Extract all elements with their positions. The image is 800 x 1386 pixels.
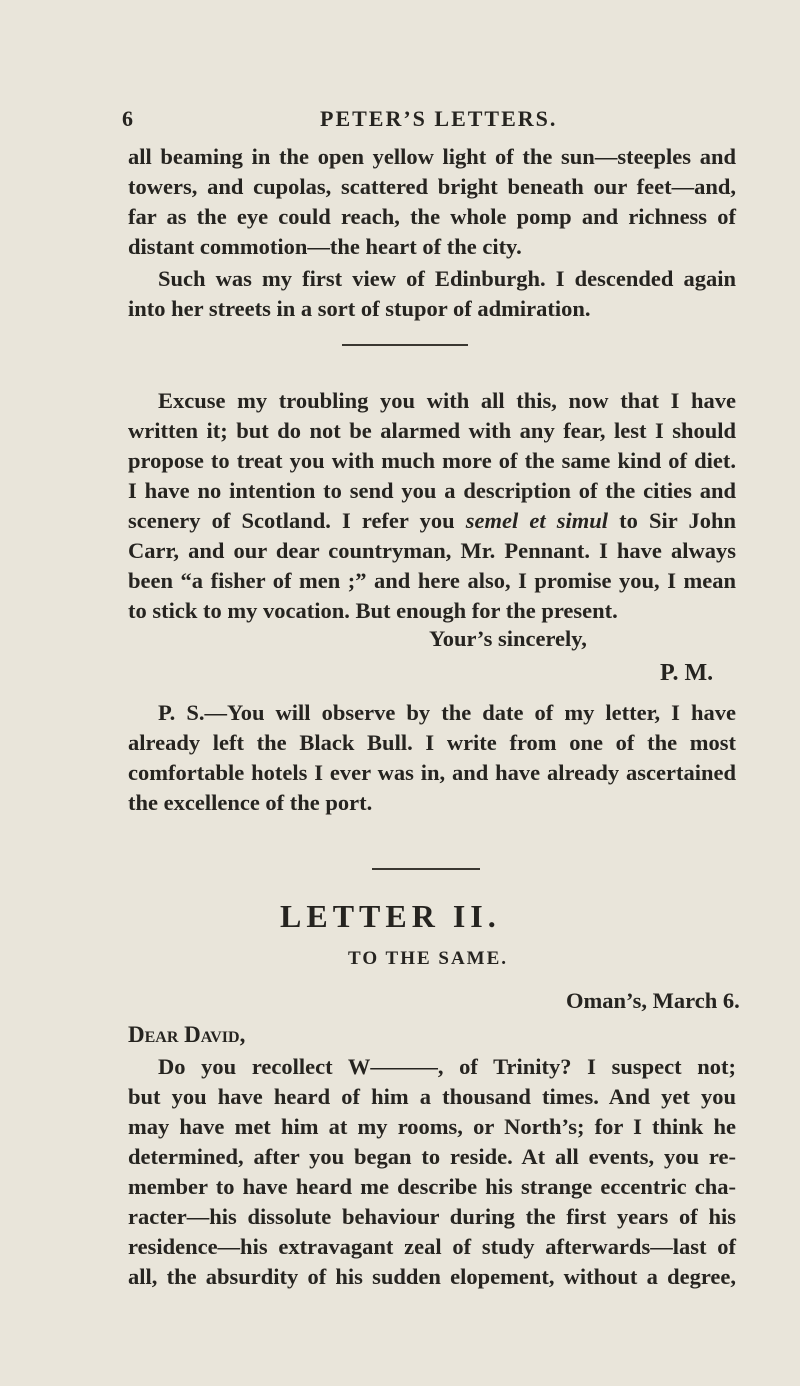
salutation: Dear David,	[128, 1022, 246, 1047]
text-line: I have no intention to send you a description of the cities and	[128, 478, 736, 503]
text-line: P. S.—You will observe by the date of my letter, I have	[158, 700, 736, 725]
text-line: propose to treat you with much more of the same kind of diet.	[128, 448, 736, 473]
text-line: but you have heard of him a thousand times. And yet you	[128, 1084, 736, 1109]
text-line: written it; but do not be alarmed with any fear, lest I should	[128, 418, 736, 443]
text-line: been “a fisher of men ;” and here also, I promise you, I mean	[128, 568, 736, 593]
text-line: comfortable hotels I ever was in, and have already ascertained	[128, 760, 736, 785]
text-line: residence—his extravagant zeal of study afterwards—last of	[128, 1234, 736, 1259]
text-line: Do you recollect W———, of Trinity? I suspect not;	[158, 1054, 736, 1079]
signature: P. M.	[660, 660, 714, 686]
letter-subheading: TO THE SAME.	[348, 948, 509, 969]
text-line: towers, and cupolas, scattered bright beneath our feet—and,	[128, 174, 736, 199]
text-line: to stick to my vocation. But enough for the present.	[128, 598, 618, 623]
text-line: member to have heard me describe his strange eccentric cha-	[128, 1174, 736, 1199]
text-line: far as the eye could reach, the whole pomp and richness of	[128, 204, 736, 229]
text-line: all beaming in the open yellow light of the sun—steeples and	[128, 144, 736, 169]
closing: Your’s sincerely,	[429, 626, 587, 651]
text-line: Excuse my troubling you with all this, now that I have	[158, 388, 736, 413]
text-line: the excellence of the port.	[128, 790, 373, 815]
text-line: Such was my first view of Edinburgh. I descended again	[158, 266, 736, 291]
text-line: determined, after you began to reside. At all events, you re-	[128, 1144, 736, 1169]
text-line: may have met him at my rooms, or North’s; for I think he	[128, 1114, 736, 1139]
running-head	[122, 106, 742, 136]
text-line: racter—his dissolute behaviour during the first years of his	[128, 1204, 736, 1229]
text-line: Carr, and our dear countryman, Mr. Pennant. I have always	[128, 538, 736, 563]
text-segment: scenery of Scotland. I refer you	[128, 508, 466, 533]
text-line: all, the absurdity of his sudden elopement, without a degree,	[128, 1264, 736, 1289]
section-divider	[372, 868, 480, 870]
text-line: already left the Black Bull. I write from one of the most	[128, 730, 736, 755]
letter-heading: LETTER II.	[280, 898, 501, 934]
text-line: distant commotion—the heart of the city.	[128, 234, 522, 259]
text-line: into her streets in a sort of stupor of admiration.	[128, 296, 591, 321]
dateline: Oman’s, March 6.	[566, 988, 740, 1013]
section-divider	[342, 344, 468, 346]
running-title: PETER’S LETTERS.	[320, 106, 558, 131]
latin-phrase: semel et simul	[465, 508, 608, 533]
page-number: 6	[122, 106, 135, 131]
text-segment: to Sir John	[608, 508, 736, 533]
text-line	[128, 506, 736, 536]
